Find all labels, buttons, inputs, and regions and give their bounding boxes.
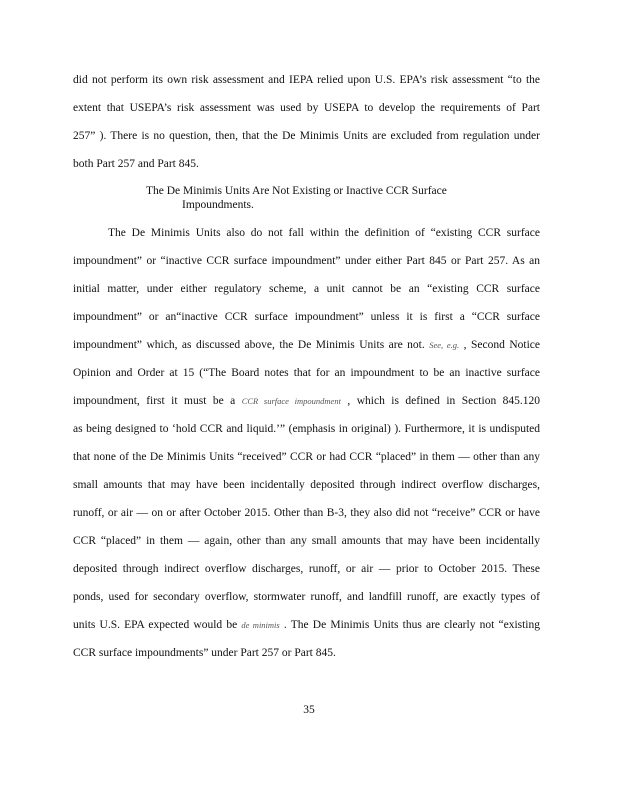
italic-term: de minimis [241,620,280,630]
body-text: , Second Notice [463,339,540,351]
body-text: units U.S. EPA expected would be [73,619,238,631]
body-text: impoundment, first it must be a [73,395,236,407]
italic-term: CCR surface impoundment [241,396,341,406]
body-text-line: The De Minimis Units also do not fall within the definition of “existing CCR surface [108,227,540,239]
body-text-line: ponds, used for secondary overflow, stormwater runoff, and landfill runoff, are exactly types of [73,591,540,603]
body-text-line: CCR surface impoundments” under Part 257 or Part 845. [73,647,336,659]
body-text-line [73,616,540,634]
section-heading-line: The De Minimis Units Are Not Existing or Inactive CCR Surface [146,185,447,197]
body-text-line: that none of the De Minimis Units “received” CCR or had CCR “placed” in them — other than any [73,451,540,463]
body-text: . The De Minimis Units thus are clearly not “existing [283,619,540,631]
body-text-line: CCR “placed” in them — again, other than any small amounts that may have been incidentally [73,535,540,547]
section-heading [146,184,540,212]
body-text-line: Opinion and Order at 15 (“The Board notes that for an impoundment to be an inactive surface [73,367,540,379]
italic-citation: See, e.g. [429,340,460,350]
body-text-line: initial matter, under either regulatory scheme, a unit cannot be an “existing CCR surface [73,283,540,295]
body-text-line: both Part 257 and Part 845. [73,158,199,170]
body-text: , which is defined in Section 845.120 [347,395,540,407]
body-text-line: small amounts that may have been incidentally deposited through indirect overflow discharges, [73,479,540,491]
body-text-line: impoundment” or “inactive CCR surface impoundment” under either Part 845 or Part 257. As an [73,255,540,267]
body-text-line: did not perform its own risk assessment and IEPA relied upon U.S. EPA’s risk assessment “to the [73,74,540,86]
body-text-line: deposited through indirect overflow discharges, runoff, or air — prior to October 2015. These [73,563,540,575]
body-text-line [73,392,540,410]
page-number: 35 [303,704,315,716]
body-text-line [73,336,540,354]
body-text-line: extent that USEPA’s risk assessment was used by USEPA to develop the requirements of Part [73,102,540,114]
body-text: impoundment” which, as discussed above, the De Minimis Units are not. [73,339,425,351]
body-text-line: impoundment” or an“inactive CCR surface impoundment” unless it is first a “CCR surface [73,311,540,323]
section-heading-line: Impoundments. [182,199,254,211]
body-text-line: runoff, or air — on or after October 2015. Other than B-3, they also did not “receive” CCR or have [73,507,540,519]
body-text-line: 257” ). There is no question, then, that the De Minimis Units are excluded from regulation under [73,130,540,142]
body-text-line: as being designed to ‘hold CCR and liquid.’” (emphasis in original) ). Furthermore, it is undisputed [73,423,540,435]
